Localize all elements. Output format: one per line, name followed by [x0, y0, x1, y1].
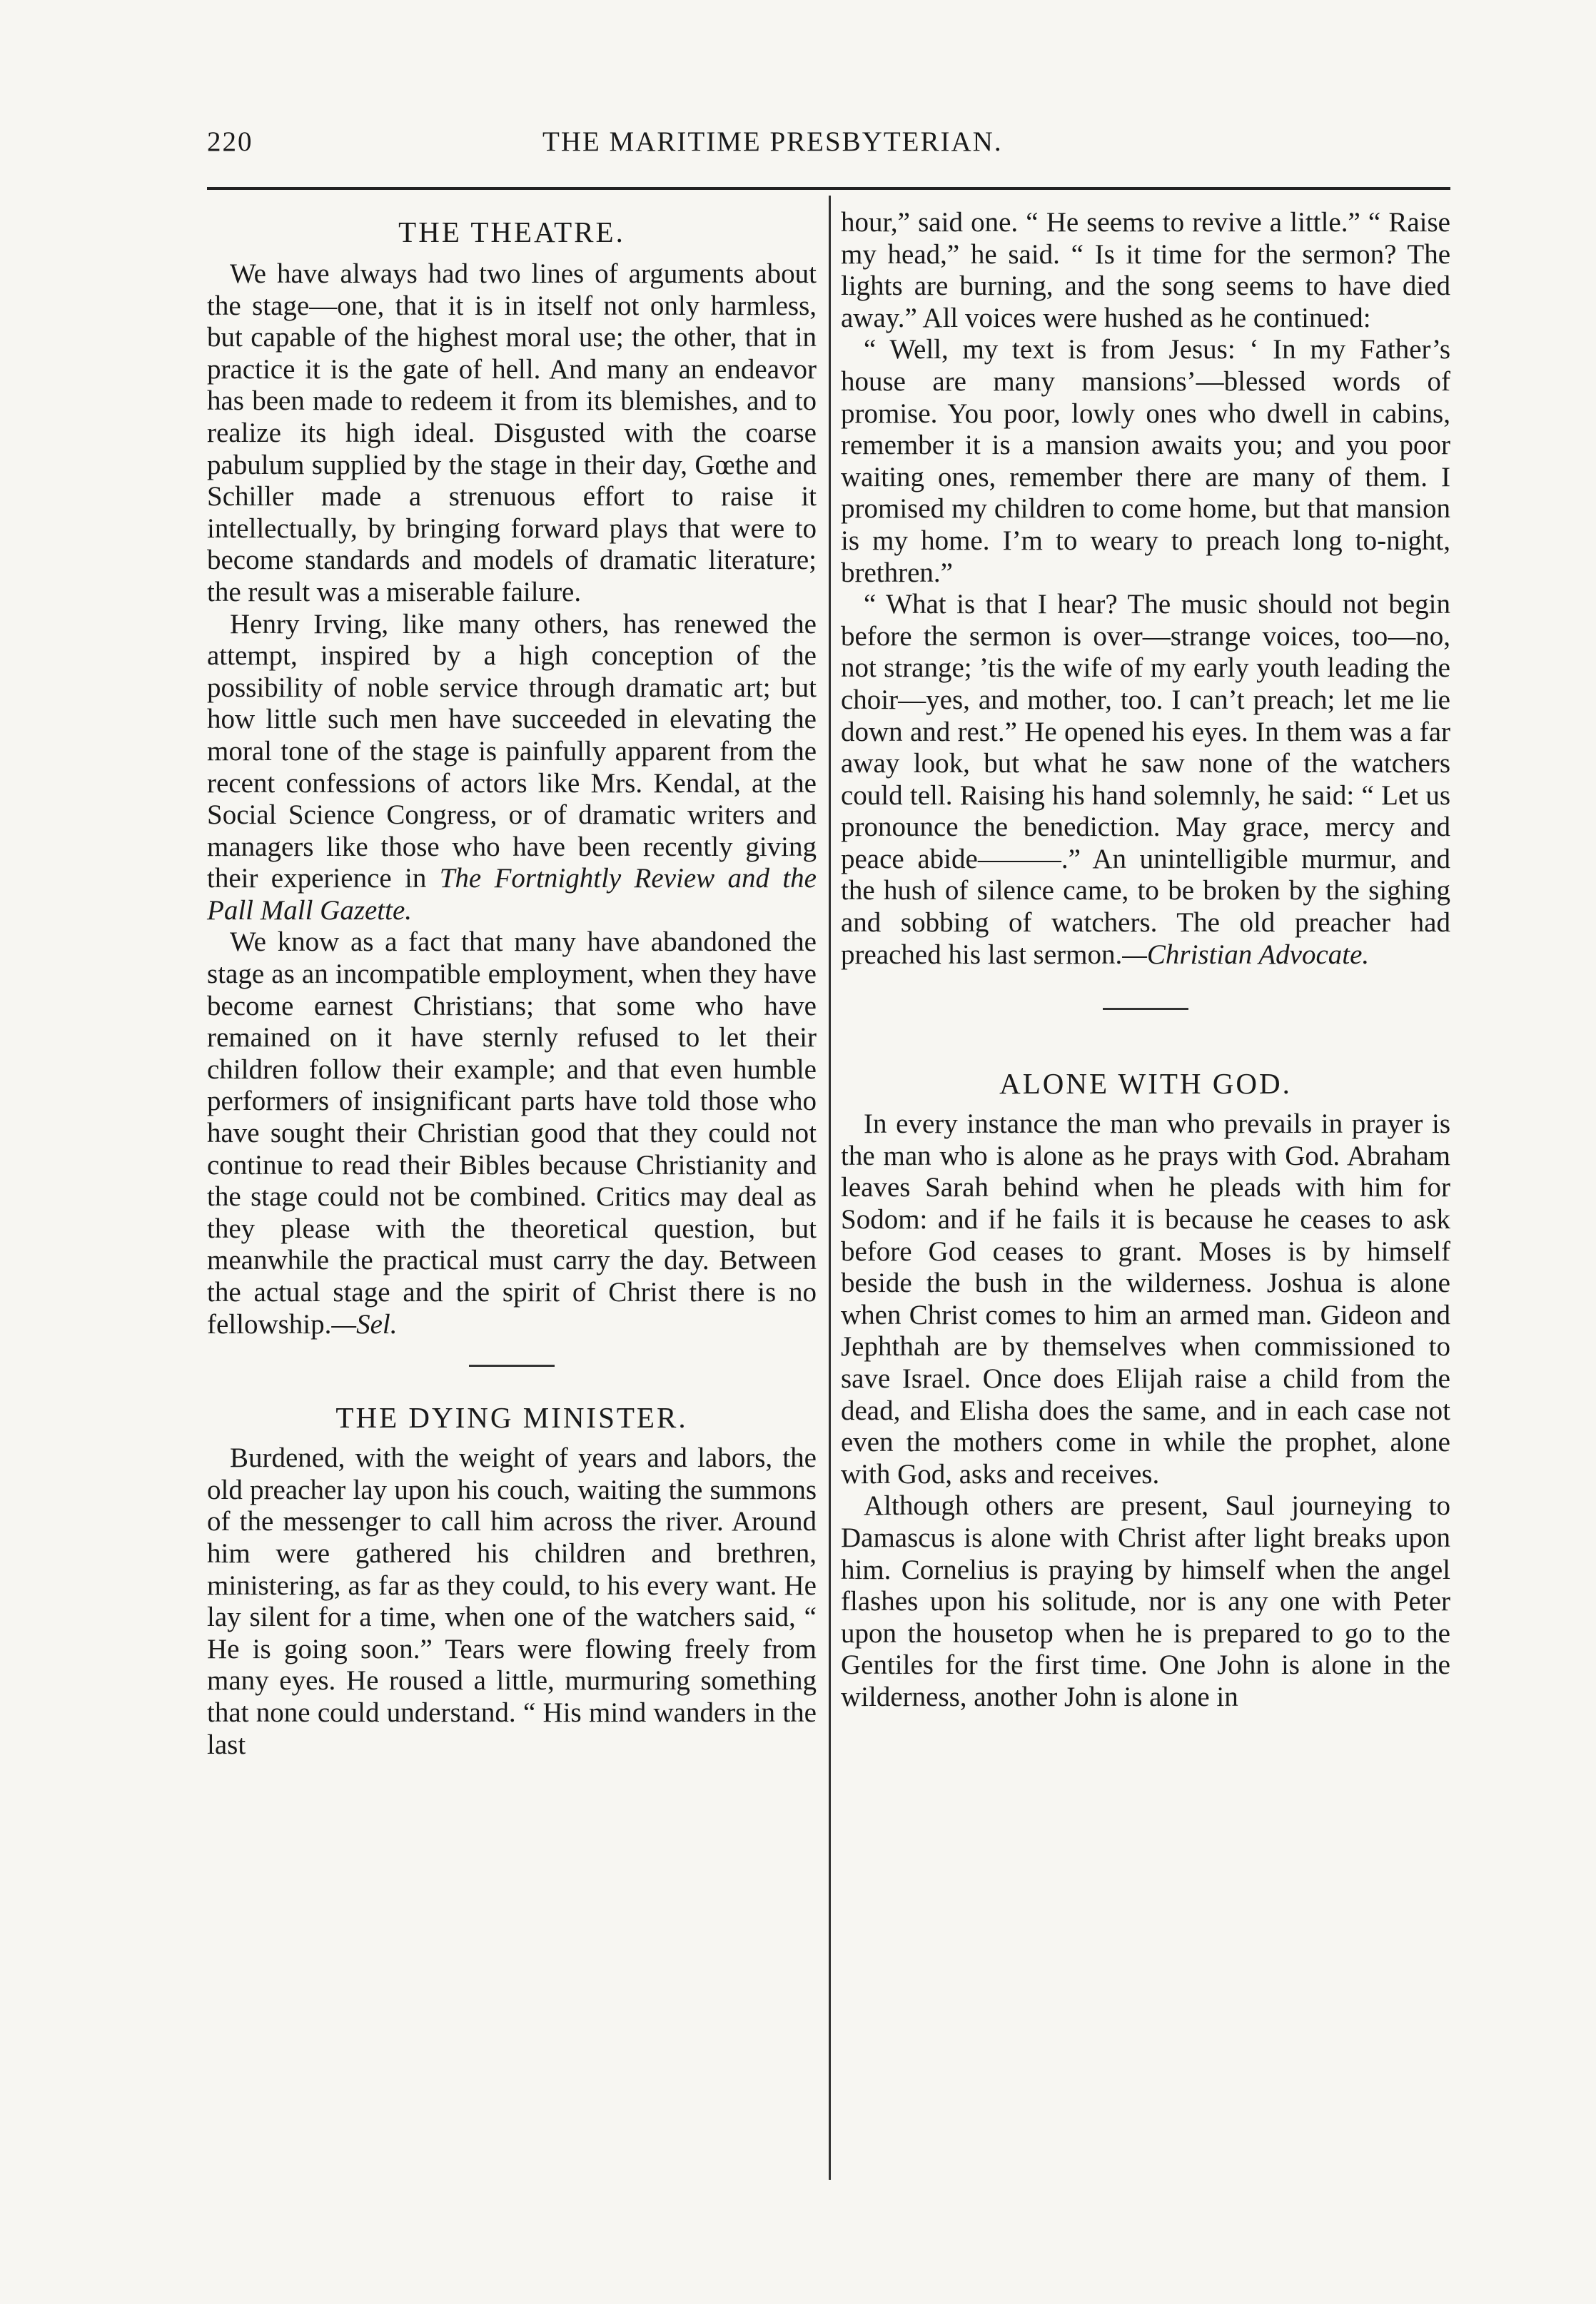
column-divider — [829, 196, 831, 2180]
article-heading-dying-minister: THE DYING MINISTER. — [335, 1401, 688, 1435]
article-heading-theatre: THE THEATRE. — [398, 216, 625, 248]
dying-minister-paragraph-2: “ Well, my text is from Jesus: ‘ In my Father’s house are many mansions’—blessed words of promise. You poor, lowly ones who dwell in cabins, remember it is a mansion awaits you; and you poor waiting ones, remember there are many of them. I promised my children to come home, but that mansion is my home. I’m to weary to preach long to-night, brethren.” — [841, 334, 1450, 588]
theatre-paragraph-2-text: Henry Irving, like many others, has renewed the attempt, inspired by a high conception of the possibility of noble service through dramatic art; but how little such men have succeeded in elevating the moral tone of the stage is painfully apparent from the recent confessions of actors like Mrs. Kendal, at the Social Science Congress, or of dramatic writers and managers like those who have been recently giving their experience in — [207, 608, 817, 894]
dying-minister-credit: —Christian Advocate. — [1122, 939, 1370, 970]
right-column — [841, 207, 1450, 1714]
dying-minister-paragraph-3 — [841, 589, 1450, 971]
dying-minister-paragraph-1: Burdened, with the weight of years and labors, the old preacher lay upon his couch, waiting the summons of the messenger to call him across the river. Around him were gathered his children and brethren, ministering, as far as they could, to his every want. He lay silent for a time, when one of the watchers said, “ He is going soon.” Tears were flowing freely from many eyes. He roused a little, murmuring something that none could understand. “ His mind wanders in the last — [207, 1442, 817, 1760]
alone-with-god-paragraph-2: Although others are present, Saul journeying to Damascus is alone with Christ after light breaks upon him. Cornelius is praying by himself when the angel flashes upon his solitude, nor is any one with Peter upon the housetop when he is prepared to go to the Gentiles for the first time. One John is alone in the wilderness, another John is alone in — [841, 1490, 1450, 1712]
left-column — [207, 214, 817, 1761]
header-rule — [207, 187, 1450, 190]
page-number: 220 — [207, 126, 253, 157]
journal-title: THE MARITIME PRESBYTERIAN. — [542, 126, 1003, 157]
running-head — [207, 120, 1449, 170]
theatre-paragraph-3-text: We know as a fact that many have abandoned the stage as an incompatible employment, when they have become earnest Christians; that some who have remained on it have sternly refused to let their children follow their example; and that even humble performers of insignificant parts have told those who have sought their Christian good that they could not continue to read their Bibles because Christianity and the stage could not be combined. Critics may deal as they please with the theoretical question, but meanwhile the practical must carry the day. Between the actual stage and the spirit of Christ there is no fellowship. — [207, 926, 817, 1340]
article-heading-alone-with-god: ALONE WITH GOD. — [999, 1067, 1292, 1101]
theatre-paragraph-2 — [207, 609, 817, 927]
alone-with-god-paragraph-1: In every instance the man who prevails in prayer is the man who is alone as he prays with God. Abraham leaves Sarah behind when he pleads with him for Sodom: and if he fails it is because he ceases to ask before God ceases to grant. Moses is by himself beside the bush in the wilderness. Joshua is alone when Christ comes to him an armed man. Gideon and Jephthah are by themselves when commissioned to save Israel. Once does Elijah raise a child from the dead, and Elisha does the same, and in each case not even the mothers come in while the prophet, alone with God, asks and receives. — [841, 1108, 1450, 1490]
dying-minister-paragraph-3-text: “ What is that I hear? The music should not begin before the sermon is over—strange voices, too—no, not strange; ’tis the wife of my early youth leading the choir—yes, and mother, too. I can’t preach; let me lie down and rest.” He opened his eyes. In them was a far away look, but what he saw none of the watchers could tell. Raising his hand solemnly, he said: “ Let us pronounce the benediction. May grace, mercy and peace abide———.” An unintelligible murmur, and the hush of silence came, to be broken by the sighing and sobbing of watchers. The old preacher had preached his last sermon. — [841, 589, 1450, 970]
theatre-credit: —Sel. — [331, 1308, 398, 1340]
theatre-paragraph-1: We have always had two lines of arguments about the stage—one, that it is in itself not only harmless, but capable of the highest moral use; the other, that in practice it is the gate of hell. And many an endeavor has been made to redeem it from its blemishes, and to realize its high ideal. Disgusted with the coarse pabulum supplied by the stage in their day, Gœthe and Schiller made a strenuous effort to raise it intellectually, by bringing forward plays that were to become standards and models of dramatic literature; the result was a miserable failure. — [207, 258, 817, 607]
theatre-paragraph-2-italic: The Fortnightly Review and the Pall Mall Gazette. — [207, 863, 817, 926]
section-rule — [1103, 1008, 1188, 1010]
theatre-paragraph-3 — [207, 926, 817, 1340]
section-rule — [469, 1365, 555, 1367]
dying-minister-paragraph-1-continued: hour,” said one. “ He seems to revive a little.” “ Raise my head,” he said. “ Is it time for the sermon? The lights are burning, and the song seems to have died away.” All voices were hushed as he continued: — [841, 207, 1450, 333]
